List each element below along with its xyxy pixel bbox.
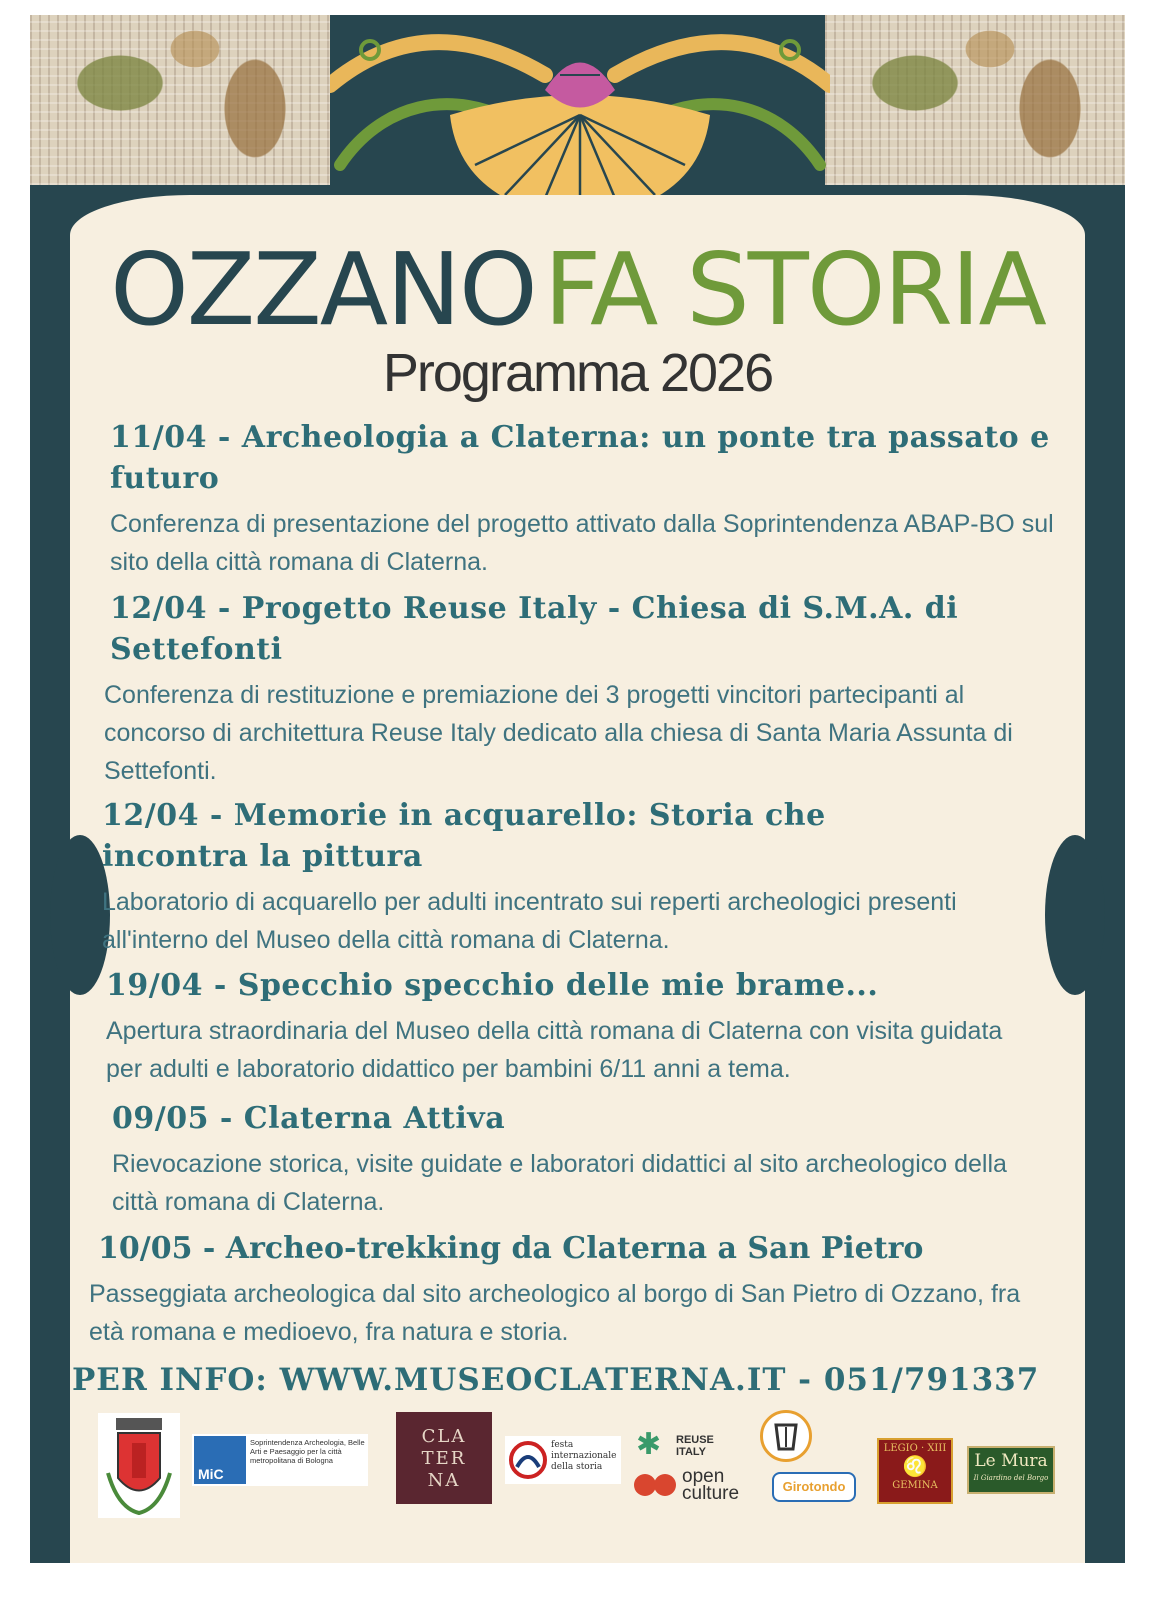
event-description: Passeggiata archeologica dal sito archeologico al borgo di San Pietro di Ozzano, fra età romana e medioevo, fra natura e storia. (89, 1280, 1021, 1346)
lion-icon: ♌ (902, 1456, 928, 1478)
open-culture-dot-2 (654, 1474, 676, 1496)
event-description: Laboratorio di acquarello per adulti incentrato sui reperti archeologici presenti all'interno del Museo della città romana di Claterna. (102, 888, 957, 954)
event-title: 19/04 - Specchio specchio delle mie brame... (106, 968, 879, 1003)
event-item (104, 588, 1070, 790)
event-description: Conferenza di restituzione e premiazione dei 3 progetti vincitori partecipanti al concorso di architettura Reuse Italy dedicato alla chiesa di Santa Maria Assunta di Settefonti. (104, 681, 1013, 785)
event-description: Apertura straordinaria del Museo della città romana di Claterna con visita guidata per adulti e laboratorio didattico per bambini 6/11 anni a tema. (106, 1017, 1003, 1083)
title-fa-storia: FA STORIA (543, 231, 1045, 348)
event-item (106, 965, 1066, 1088)
info-line: PER INFO: WWW.MUSEOCLATERNA.IT - 051/791337 (72, 1362, 1040, 1398)
event-item (110, 417, 1070, 581)
girotondo-logo (772, 1472, 856, 1502)
reuse-star-icon: ✱ (636, 1428, 662, 1461)
le-mura-subtext: Il Giardino del Borgo (973, 1474, 1049, 1482)
ozzano-coat-of-arms-logo (98, 1413, 180, 1518)
girotondo-text: Girotondo (782, 1479, 846, 1494)
festival-text: festa internazionale della storia (551, 1440, 617, 1472)
legio-text: LEGIO · XIII (883, 1443, 947, 1454)
event-item (102, 795, 1062, 959)
festival-emblem-icon (507, 1437, 549, 1483)
panel-notch-left (50, 835, 110, 995)
event-title: 11/04 - Archeologia a Claterna: un ponte tra passato e futuro (110, 420, 1050, 496)
mosaic-left-decoration (30, 15, 330, 185)
mic-emblem-icon (194, 1436, 246, 1484)
mic-soprintendenza-logo (192, 1434, 368, 1486)
gemina-text: GEMINA (892, 1480, 938, 1491)
reuse-italy-logo (636, 1428, 756, 1462)
event-title: 09/05 - Claterna Attiva (112, 1101, 506, 1136)
legio-xiii-gemina-logo (877, 1438, 953, 1504)
claterna-text-2: TER (421, 1448, 467, 1469)
mosaic-right-decoration (825, 15, 1125, 185)
event-title: 10/05 - Archeo-trekking da Claterna a San Pietro (98, 1231, 924, 1266)
event-description: Conferenza di presentazione del progetto attivato dalla Soprintendenza ABAP-BO sul sito della città romana di Claterna. (110, 510, 1054, 576)
open-culture-logo (634, 1468, 758, 1508)
title-ozzano: OZZANO (110, 231, 536, 348)
event-item (89, 1228, 1058, 1351)
culture-text: culture (682, 1483, 740, 1504)
reuse-text: REUSE ITALY (676, 1434, 714, 1458)
page-title (40, 231, 1115, 348)
claterna-text-3: NA (427, 1470, 461, 1491)
coat-of-arms-icon (98, 1413, 180, 1518)
claterna-text-1: CLA (421, 1426, 467, 1447)
open-culture-dots-icon (634, 1474, 656, 1496)
mic-text: Soprintendenza Archeologia, Belle Arti e Paesaggio per la città metropolitana di Bologna (250, 1438, 365, 1465)
event-item (112, 1098, 1072, 1221)
le-mura-logo (967, 1446, 1055, 1494)
event-title: 12/04 - Memorie in acquarello: Storia che incontra la pittura (102, 798, 826, 874)
open-text: open (682, 1466, 725, 1487)
event-description: Rievocazione storica, visite guidate e laboratori didattici al sito archeologico della città romana di Claterna. (112, 1150, 1007, 1216)
page-subtitle: Programma 2026 (382, 343, 773, 403)
pithos-emblem-icon (763, 1413, 809, 1459)
festival-storia-logo (505, 1436, 621, 1484)
event-title: 12/04 - Progetto Reuse Italy - Chiesa di S.M.A. di Settefonti (110, 591, 959, 667)
claterna-logo (396, 1412, 492, 1504)
pithos-logo (760, 1410, 812, 1462)
mic-label: MiC (198, 1466, 224, 1482)
le-mura-text: Le Mura (974, 1451, 1048, 1471)
